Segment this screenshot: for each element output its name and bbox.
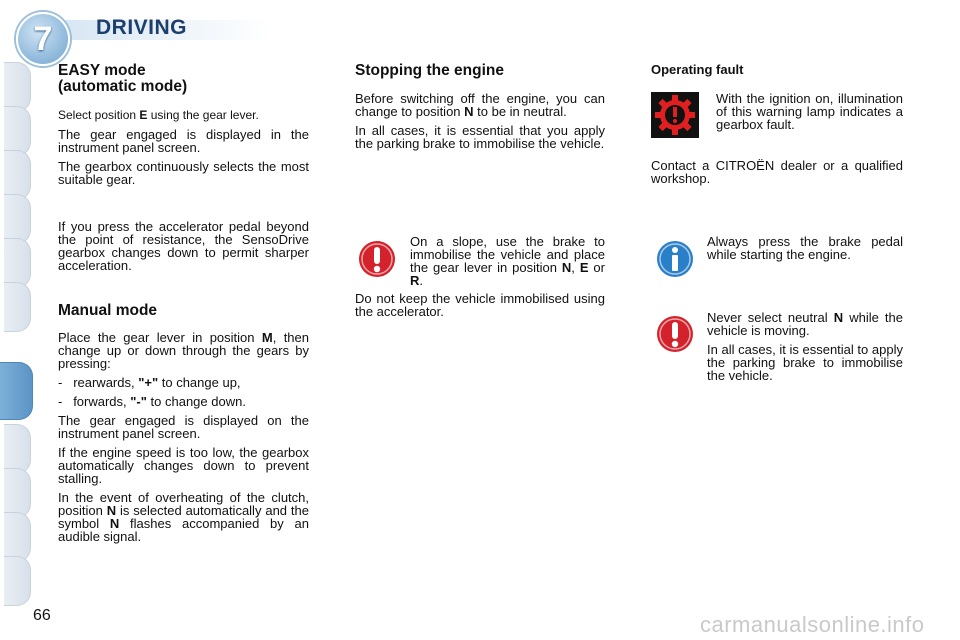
fault-heading: Operating fault [651, 62, 744, 77]
manual-mode-text: Place the gear lever in position M, then change up or down through the gears by pressing: [58, 330, 309, 371]
slope-warning-text: On a slope, use the brake to immobilise the vehicle and place the gear lever in position N, E or R. [410, 234, 605, 288]
watermark: carmanualsonline.info [700, 612, 925, 637]
fault-lamp-text: With the ignition on, illumination of this warning lamp indicates a gearbox fault. [716, 91, 903, 132]
manual-mode-text: The gear engaged is displayed on the instrument panel screen. [58, 413, 309, 441]
info-icon [656, 240, 694, 278]
page-number: 66 [33, 607, 51, 624]
fault-contact-text: Contact a CITROËN dealer or a qualified workshop. [651, 158, 903, 186]
stopping-heading: Stopping the engine [355, 62, 504, 79]
stopping-text: In all cases, it is essential that you apply the parking brake to immobilise the vehicle. [355, 123, 605, 151]
neutral-warning-text: Never select neutral N while the vehicle is moving. In all cases, it is essential to apply the parking brake to immobilise the vehicle. [707, 310, 903, 383]
chapter-tab-active[interactable] [0, 362, 33, 420]
manual-mode-section [58, 303, 309, 549]
easy-mode-text: If you press the accelerator pedal beyond the point of resistance, the SensoDrive gearbox changes down to permit sharper acceleration. [58, 219, 309, 273]
manual-mode-text: If the engine speed is too low, the gearbox automatically changes down to prevent stalling. [58, 445, 309, 486]
page-title: DRIVING [96, 16, 188, 39]
easy-mode-text: The gear engaged is displayed in the instrument panel screen. [58, 127, 309, 155]
chapter-tab[interactable] [4, 424, 31, 474]
manual-mode-heading: Manual mode [58, 302, 158, 319]
stopping-text: Before switching off the engine, you can change to position N to be in neutral. [355, 91, 605, 119]
easy-mode-text: The gearbox continuously selects the most suitable gear. [58, 159, 309, 187]
stopping-section [355, 63, 605, 156]
chapter-tab[interactable] [4, 62, 31, 112]
chapter-tab[interactable] [4, 512, 31, 562]
warning-icon [656, 315, 694, 353]
chapter-tab[interactable] [4, 238, 31, 288]
gearbox-fault-warning-lamp-icon [651, 92, 699, 138]
chapter-tab[interactable] [4, 468, 31, 518]
list-item: - rearwards, "+" to change up, [58, 375, 241, 390]
manual-mode-text: In the event of overheating of the clutch, position N is selected automatically and the symbol N flashes accompanied by an audible signal. [58, 490, 309, 544]
chapter-tab[interactable] [4, 106, 31, 156]
chapter-tab[interactable] [4, 282, 31, 332]
warning-icon [358, 240, 396, 278]
chapter-tab[interactable] [4, 194, 31, 244]
accelerator-warning-text: Do not keep the vehicle immobilised using the accelerator. [355, 291, 605, 319]
list-item: - forwards, "-" to change down. [58, 394, 246, 409]
chapter-tab[interactable] [4, 150, 31, 200]
easy-mode-instruction: Select position E using the gear lever. [58, 108, 259, 122]
brake-info-text: Always press the brake pedal while starting the engine. [707, 234, 903, 262]
chapter-number-badge: 7 [16, 12, 70, 66]
easy-mode-section [58, 63, 309, 278]
easy-mode-heading: EASY mode (automatic mode) [58, 62, 188, 95]
chapter-tab[interactable] [4, 556, 31, 606]
